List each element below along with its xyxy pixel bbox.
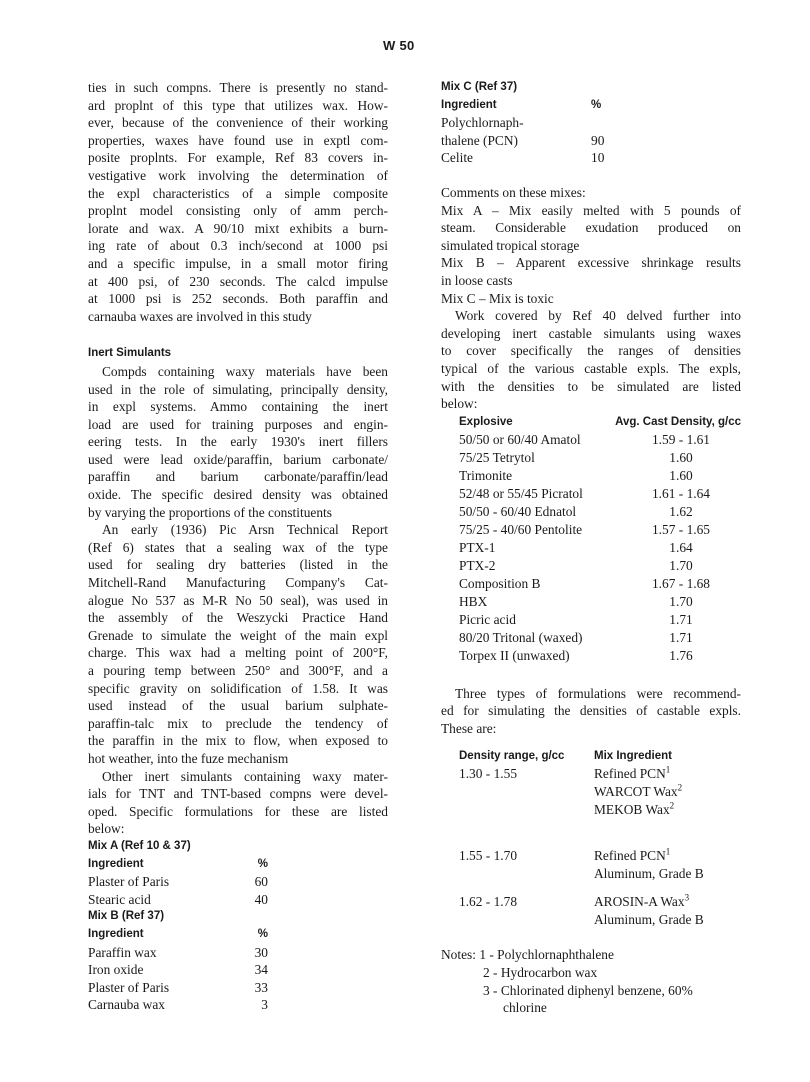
table-header — [88, 926, 388, 944]
text-line: developing inert castable simulants using waxes — [441, 325, 741, 341]
text-line: in expl systems. Ammo containing the inert — [88, 399, 388, 415]
explosive-cell: PTX-1 — [459, 539, 496, 555]
page-number: W 50 — [383, 38, 415, 53]
table-header — [88, 856, 388, 874]
density-cell: 1.70 — [669, 557, 693, 573]
notes-label: Notes: — [441, 947, 476, 963]
explosive-cell: 50/50 - 60/40 Ednatol — [459, 503, 577, 519]
text-line: in loose casts — [441, 272, 513, 288]
note-item: 3 - Chlorinated diphenyl benzene, 60% — [483, 982, 693, 998]
text-line: Mix A – Mix easily melted with 5 pounds of — [441, 202, 741, 218]
text-line: (Ref 6) states that a sealing wax of the type — [88, 539, 388, 555]
table-row — [459, 431, 741, 449]
ingredient-cell: Refined PCN$^1$ — [594, 765, 671, 782]
explosive-cell: Composition B — [459, 575, 541, 591]
ingredient-cell: Refined PCN$^1$ — [594, 847, 671, 864]
text-line: An early (1936) Pic Arsn Technical Report — [102, 522, 388, 538]
table-row — [459, 647, 741, 665]
note-ref: 3 — [684, 893, 690, 903]
density-cell: 1.67 - 1.68 — [651, 575, 711, 591]
explosive-cell: 50/50 or 60/40 Amatol — [459, 431, 581, 447]
text-line: Work covered by Ref 40 delved further into — [455, 308, 741, 324]
table-row — [88, 944, 388, 962]
text-line: paraffin and barium carbonate/paraffin/lead — [88, 469, 388, 485]
table-row — [441, 132, 741, 150]
percent-cell: 10 — [591, 150, 605, 166]
density-cell: 1.76 — [669, 647, 693, 663]
ingredient-header: Ingredient — [88, 857, 144, 870]
density-cell: 1.57 - 1.65 — [651, 521, 711, 537]
density-cell: 1.60 — [669, 449, 693, 465]
explosive-cell: 75/25 - 40/60 Pentolite — [459, 521, 583, 537]
mix-a-table — [88, 838, 388, 908]
text-line: ard proplnt of this type that utilizes wax. How- — [88, 97, 388, 113]
note-continuation: chlorine — [503, 1000, 547, 1016]
note-ref: 1 — [665, 847, 671, 857]
text-line: to cover specifically the ranges of densities — [441, 343, 741, 359]
mix-b-title: Mix B (Ref 37) — [88, 910, 165, 923]
density-header: Avg. Cast Density, g/cc — [615, 415, 741, 428]
inert-simulants-heading: Inert Simulants — [88, 347, 172, 360]
density-range-cell: 1.30 - 1.55 — [459, 766, 518, 782]
text-line: at 400 psi, of 230 seconds. The calcd impulse — [88, 273, 388, 289]
text-line: Compds containing waxy materials have been — [102, 363, 388, 379]
ingredient-header: Ingredient — [88, 927, 144, 940]
explosives-density-table — [459, 413, 741, 665]
text-line: typical of the various castable expls. The expls, — [441, 360, 741, 376]
explosive-cell: HBX — [459, 593, 488, 609]
pic-arsn-paragraph — [88, 521, 388, 767]
percent-cell — [591, 114, 611, 132]
table-row — [459, 557, 741, 575]
text-line: used for sealing dry batteries (listed in the — [88, 557, 388, 573]
table-header — [441, 97, 741, 115]
text-line: properties, waxes have found use in exptl com- — [88, 132, 388, 148]
formulations-table — [459, 747, 741, 929]
ingredient-cell: Aluminum, Grade B — [594, 912, 704, 928]
density-cell: 1.64 — [669, 539, 693, 555]
intro-paragraph — [88, 79, 388, 325]
percent-cell: 34 — [254, 962, 268, 978]
text-line: paraffin-talc mix to preclude the tendency of — [88, 715, 388, 731]
table-row — [459, 449, 741, 467]
percent-cell: 30 — [254, 944, 268, 960]
left-column — [88, 79, 388, 1014]
ingredient-cell: Paraffin wax — [88, 944, 157, 960]
table-row — [459, 765, 741, 819]
text-line: oped. Specific formulations for these are listed — [88, 803, 388, 819]
explosive-cell: Trimonite — [459, 467, 513, 483]
text-line: Mix B – Apparent excessive shrinkage results — [441, 255, 741, 271]
text-line: used were lead oxide/paraffin, barium carbonate/ — [88, 451, 388, 467]
table-row — [88, 873, 388, 891]
text-line: carnauba waxes are involved in this study — [88, 308, 312, 324]
table-row — [459, 847, 741, 883]
text-line: ials for TNT and TNT-based compns were devel- — [88, 786, 388, 802]
density-cell: 1.70 — [669, 593, 693, 609]
note-ref: 2 — [677, 783, 683, 793]
table-row — [459, 611, 741, 629]
three-types-paragraph — [441, 685, 741, 738]
text-line: with the densities to be simulated are listed — [441, 378, 741, 394]
note-item: 1 - Polychlornaphthalene — [479, 947, 614, 963]
mix-c-title: Mix C (Ref 37) — [441, 81, 518, 93]
notes-block — [441, 946, 741, 1016]
mix-b-table — [88, 908, 388, 1014]
note-ref: 1 — [665, 765, 671, 775]
text-line: Mitchell-Rand Manufacturing Company's Cat- — [88, 575, 388, 591]
ingredient-cell: AROSIN-A Wax$^3$ — [594, 893, 690, 910]
explosive-cell: 52/48 or 55/45 Picratol — [459, 485, 583, 501]
text-line: load are used for training purposes and engin- — [88, 416, 388, 432]
table-row — [459, 467, 741, 485]
right-column — [441, 79, 741, 1017]
text-line: a pouring temp between 250° and 300°F, and a — [88, 663, 388, 678]
text-line: specific gravity on solidification of 1.58. It was — [88, 680, 388, 696]
ingredient-cell: Iron oxide — [88, 962, 144, 978]
percent-cell: 90 — [591, 132, 605, 148]
mix-ingredient-header: Mix Ingredient — [594, 750, 672, 763]
text-line: used instead of the usual barium sulphate- — [88, 698, 388, 714]
text-line: oxide. The specific desired density was obtained — [88, 487, 388, 503]
table-row — [88, 996, 388, 1014]
ingredient-cell: Celite — [441, 150, 473, 166]
density-cell: 1.71 — [669, 611, 693, 627]
text-line: steam. Considerable exudation produced on — [441, 220, 741, 236]
table-row — [88, 891, 388, 909]
ingredient-cell: WARCOT Wax$^2$ — [594, 783, 683, 800]
table-row — [459, 893, 741, 929]
percent-header: % — [591, 98, 602, 111]
text-line: charge. This wax had a melting point of 200°F, — [88, 645, 388, 661]
explosive-cell: Torpex II (unwaxed) — [459, 647, 570, 663]
mix-a-title: Mix A (Ref 10 & 37) — [88, 839, 191, 852]
ingredient-cell: Aluminum, Grade B — [594, 866, 704, 882]
text-line: These are: — [441, 720, 497, 736]
ingredient-header: Ingredient — [441, 98, 497, 111]
table-row — [88, 979, 388, 997]
text-line: the assembly of the Weszycki Practice Hand — [88, 610, 388, 626]
table-header — [459, 747, 741, 765]
percent-cell: 60 — [254, 874, 268, 890]
text-line: proplnt model consisting only of amm perch- — [88, 203, 388, 219]
table-row — [88, 961, 388, 979]
text-line: hot weather, into the fuze mechanism — [88, 750, 289, 766]
table-row — [459, 629, 741, 647]
table-header — [459, 413, 741, 431]
note-ref: 2 — [669, 801, 675, 811]
table-row — [459, 575, 741, 593]
density-range-cell: 1.55 - 1.70 — [459, 848, 518, 864]
text-line: by varying the proportions of the constituents — [88, 504, 332, 520]
text-line: ed for simulating the densities of castable expls. — [441, 703, 741, 719]
text-line: alogue No 537 as M-R No 50 seal), was used in — [88, 592, 388, 608]
explosive-cell: PTX-2 — [459, 557, 496, 573]
density-cell: 1.60 — [669, 467, 693, 483]
ingredient-cell: Plaster of Paris — [88, 874, 170, 890]
table-row — [459, 485, 741, 503]
text-line: Three types of formulations were recommend- — [455, 685, 741, 701]
text-line: vestigative work involving the determination of — [88, 167, 388, 183]
text-line: Mix C – Mix is toxic — [441, 290, 554, 306]
text-line: the expl characteristics of a simple composite — [88, 185, 388, 201]
text-line: Grenade to simulate the weight of the main expl — [88, 627, 388, 643]
text-line: posite proplnts. For example, Ref 83 covers in- — [88, 150, 388, 166]
ingredient-cell: thalene (PCN) — [441, 132, 518, 148]
text-line: below: — [441, 396, 478, 412]
work-paragraph — [441, 307, 741, 413]
explosive-cell: 75/25 Tetrytol — [459, 449, 535, 465]
ingredient-cell: MEKOB Wax$^2$ — [594, 801, 675, 818]
ingredient-cell: Polychlornaph- — [441, 115, 524, 131]
explosive-cell: Picric acid — [459, 611, 516, 627]
text-line: lorate and wax. A 90/10 mixt exhibits a burn- — [88, 220, 388, 236]
density-range-header: Density range, g/cc — [459, 750, 565, 763]
text-line: and a specific impulse, in a small motor firing — [88, 255, 388, 271]
density-range-cell: 1.62 - 1.78 — [459, 894, 518, 910]
note-line — [441, 946, 741, 964]
percent-header: % — [257, 857, 268, 870]
text-line: at 1000 psi is 252 seconds. Both paraffin and — [88, 291, 388, 307]
percent-cell: 40 — [254, 891, 268, 907]
text-line: used in the role of simulating, principally density, — [88, 381, 388, 397]
text-line: eering tests. In the early 1930's inert fillers — [88, 434, 388, 450]
text-line: Other inert simulants containing waxy mater- — [102, 768, 388, 784]
comments-block — [441, 184, 741, 307]
table-row — [459, 521, 741, 539]
ingredient-cell: Carnauba wax — [88, 997, 165, 1013]
table-row — [459, 593, 741, 611]
table-row — [441, 114, 741, 132]
text-line: Comments on these mixes: — [441, 184, 586, 200]
text-line: the paraffin in the mix to flow, when exposed to — [88, 733, 388, 749]
inert-paragraph — [88, 363, 388, 521]
table-row — [441, 149, 741, 167]
text-line: below: — [88, 821, 125, 837]
percent-cell: 3 — [261, 997, 268, 1013]
ingredient-cell: Stearic acid — [88, 891, 151, 907]
text-line: ever, because of the convenience of their working — [88, 115, 388, 131]
table-row — [459, 539, 741, 557]
text-line: simulated tropical storage — [441, 237, 580, 253]
explosive-header: Explosive — [459, 415, 513, 428]
percent-header: % — [257, 927, 268, 940]
density-cell: 1.59 - 1.61 — [651, 431, 711, 447]
ingredient-cell: Plaster of Paris — [88, 979, 170, 995]
percent-cell: 33 — [254, 979, 268, 995]
other-simulants-paragraph — [88, 768, 388, 838]
density-cell: 1.61 - 1.64 — [651, 485, 711, 501]
note-item: 2 - Hydrocarbon wax — [483, 965, 598, 981]
explosive-cell: 80/20 Tritonal (waxed) — [459, 629, 583, 645]
density-cell: 1.62 — [669, 503, 693, 519]
density-cell: 1.71 — [669, 629, 693, 645]
text-line: ing rate of about 0.3 inch/second at 1000 psi — [88, 238, 388, 254]
text-line: ties in such compns. There is presently no stand- — [88, 80, 388, 95]
mix-c-table — [441, 79, 741, 167]
table-row — [459, 503, 741, 521]
